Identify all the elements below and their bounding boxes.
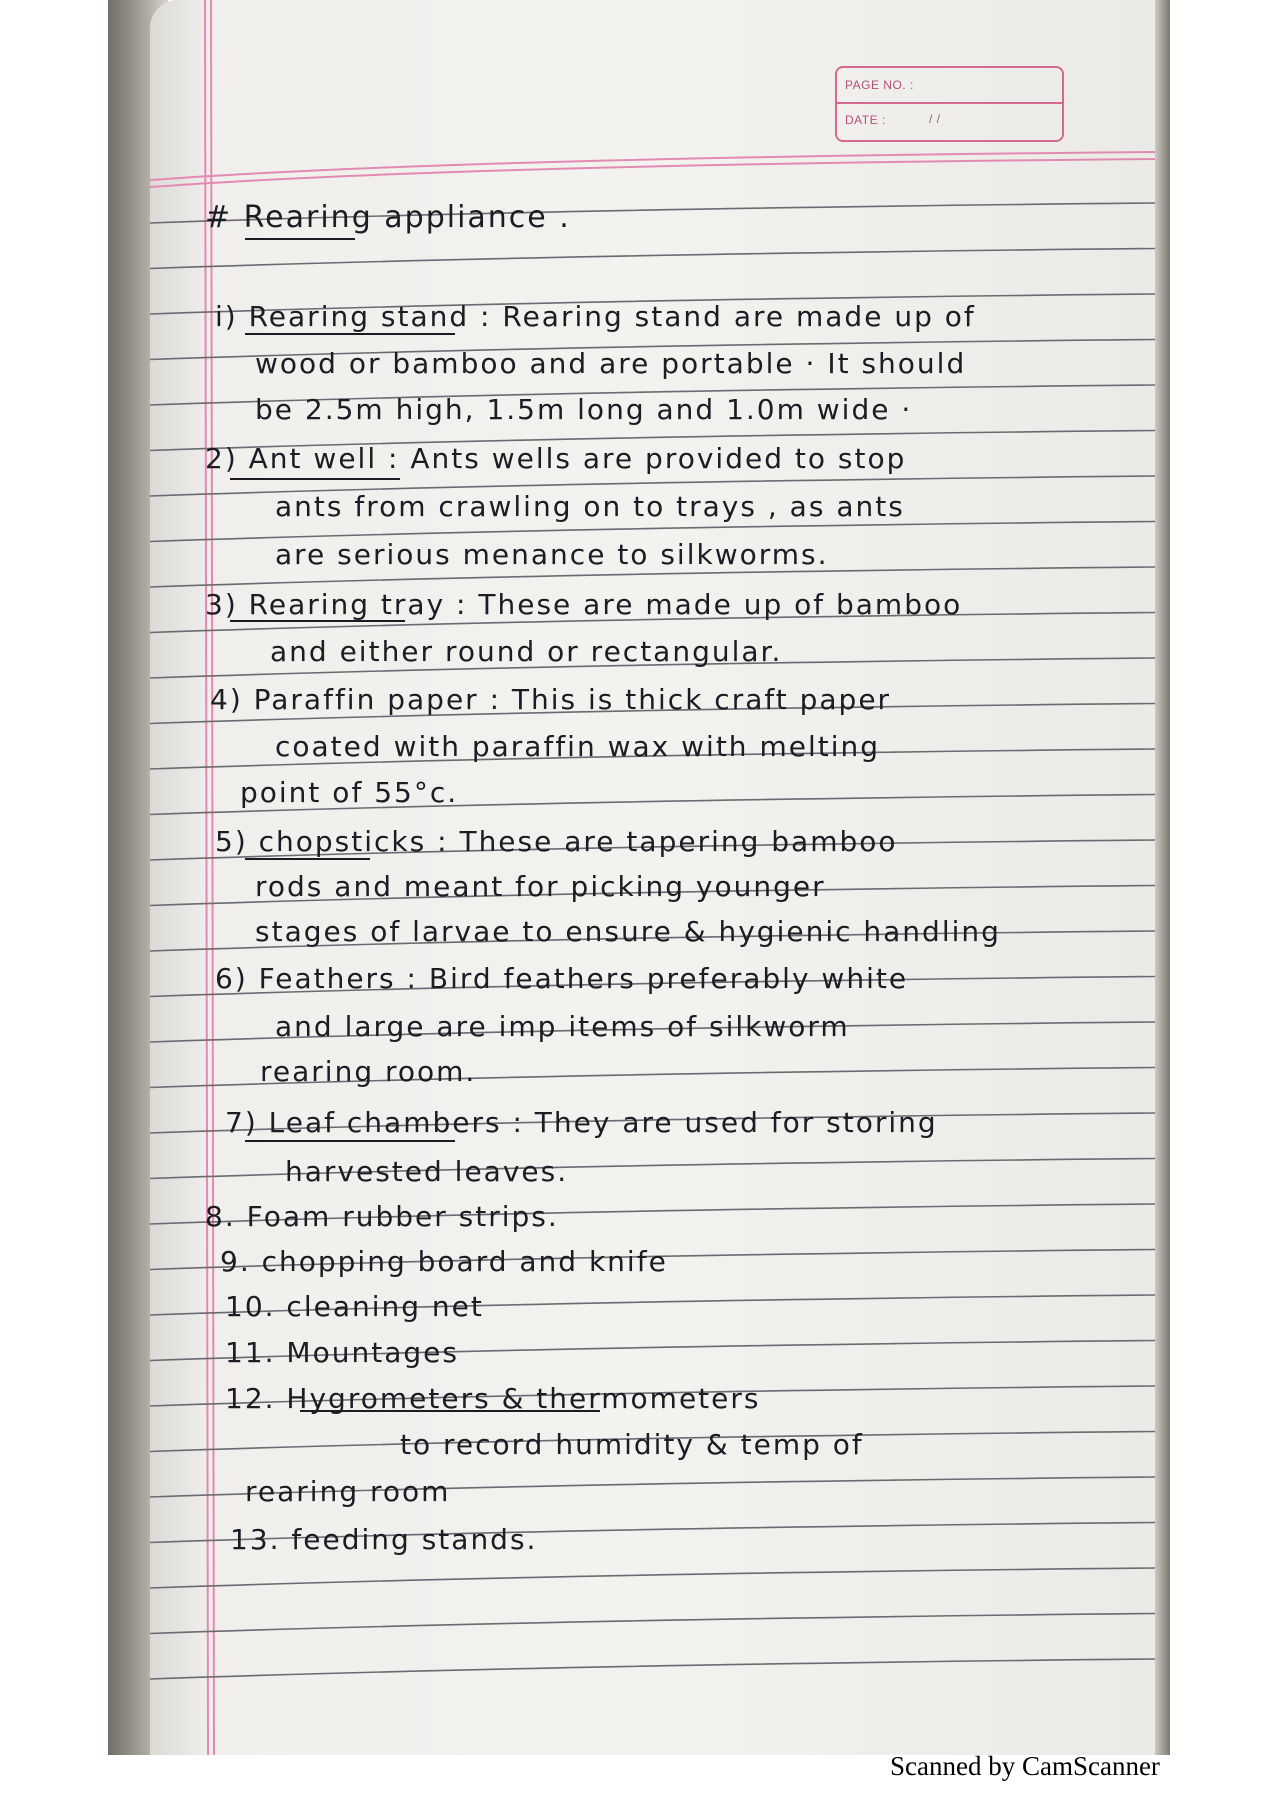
note-line: and either round or rectangular. [270, 635, 783, 668]
note-line: i) Rearing stand : Rearing stand are made up of [215, 300, 976, 333]
date-label: DATE : [845, 113, 886, 127]
note-line: to record humidity & temp of [400, 1428, 864, 1461]
ruled-line [150, 1659, 1155, 1679]
note-line: rods and meant for picking younger [255, 870, 826, 903]
note-line: 4) Paraffin paper : This is thick craft paper [210, 683, 892, 716]
heading-underline [300, 1410, 600, 1412]
note-line: 6) Feathers : Bird feathers preferably white [215, 962, 909, 995]
title-underline [245, 238, 355, 240]
note-line: and large are imp items of silkworm [275, 1010, 850, 1043]
ruled-line [150, 1568, 1155, 1588]
scanner-watermark: Scanned by CamScanner [890, 1751, 1160, 1781]
note-line: 3) Rearing tray : These are made up of bamboo [205, 588, 963, 621]
page-title: # Rearing appliance . [205, 200, 571, 235]
note-line: 12. Hygrometers & thermometers [225, 1382, 761, 1415]
heading-underline [245, 333, 455, 335]
note-line: 9. chopping board and knife [220, 1245, 668, 1278]
note-line: rearing room. [260, 1055, 477, 1088]
page-no-date-box [835, 66, 1064, 142]
heading-underline [230, 478, 400, 480]
note-line: 8. Foam rubber strips. [205, 1200, 559, 1233]
note-line: point of 55°c. [240, 776, 459, 809]
note-line: 5) chopsticks : These are tapering bamboo [215, 825, 898, 858]
note-line: 13. feeding stands. [230, 1523, 538, 1556]
heading-underline [230, 620, 405, 622]
note-line: 7) Leaf chambers : They are used for storing [225, 1106, 938, 1139]
notebook-page [150, 0, 1155, 1755]
note-line: wood or bamboo and are portable · It should [255, 347, 967, 380]
date-slashes: / / [929, 112, 941, 126]
note-line: ants from crawling on to trays , as ants [275, 490, 905, 523]
note-line: rearing room [245, 1475, 451, 1508]
ruled-line [150, 249, 1155, 269]
note-line: are serious menance to silkworms. [275, 538, 829, 571]
box-divider [837, 102, 1062, 104]
note-line: 2) Ant well : Ants wells are provided to stop [205, 442, 907, 475]
heading-underline [245, 858, 370, 860]
note-line: stages of larvae to ensure & hygienic handling [255, 915, 1001, 948]
note-line: coated with paraffin wax with melting [275, 730, 881, 763]
page-no-label: PAGE NO. : [845, 78, 914, 92]
ruled-line [150, 1614, 1155, 1634]
note-line: 11. Mountages [225, 1336, 459, 1369]
note-line: 10. cleaning net [225, 1290, 484, 1323]
note-line: be 2.5m high, 1.5m long and 1.0m wide · [255, 393, 913, 426]
heading-underline [245, 1140, 455, 1142]
note-line: harvested leaves. [285, 1155, 569, 1188]
